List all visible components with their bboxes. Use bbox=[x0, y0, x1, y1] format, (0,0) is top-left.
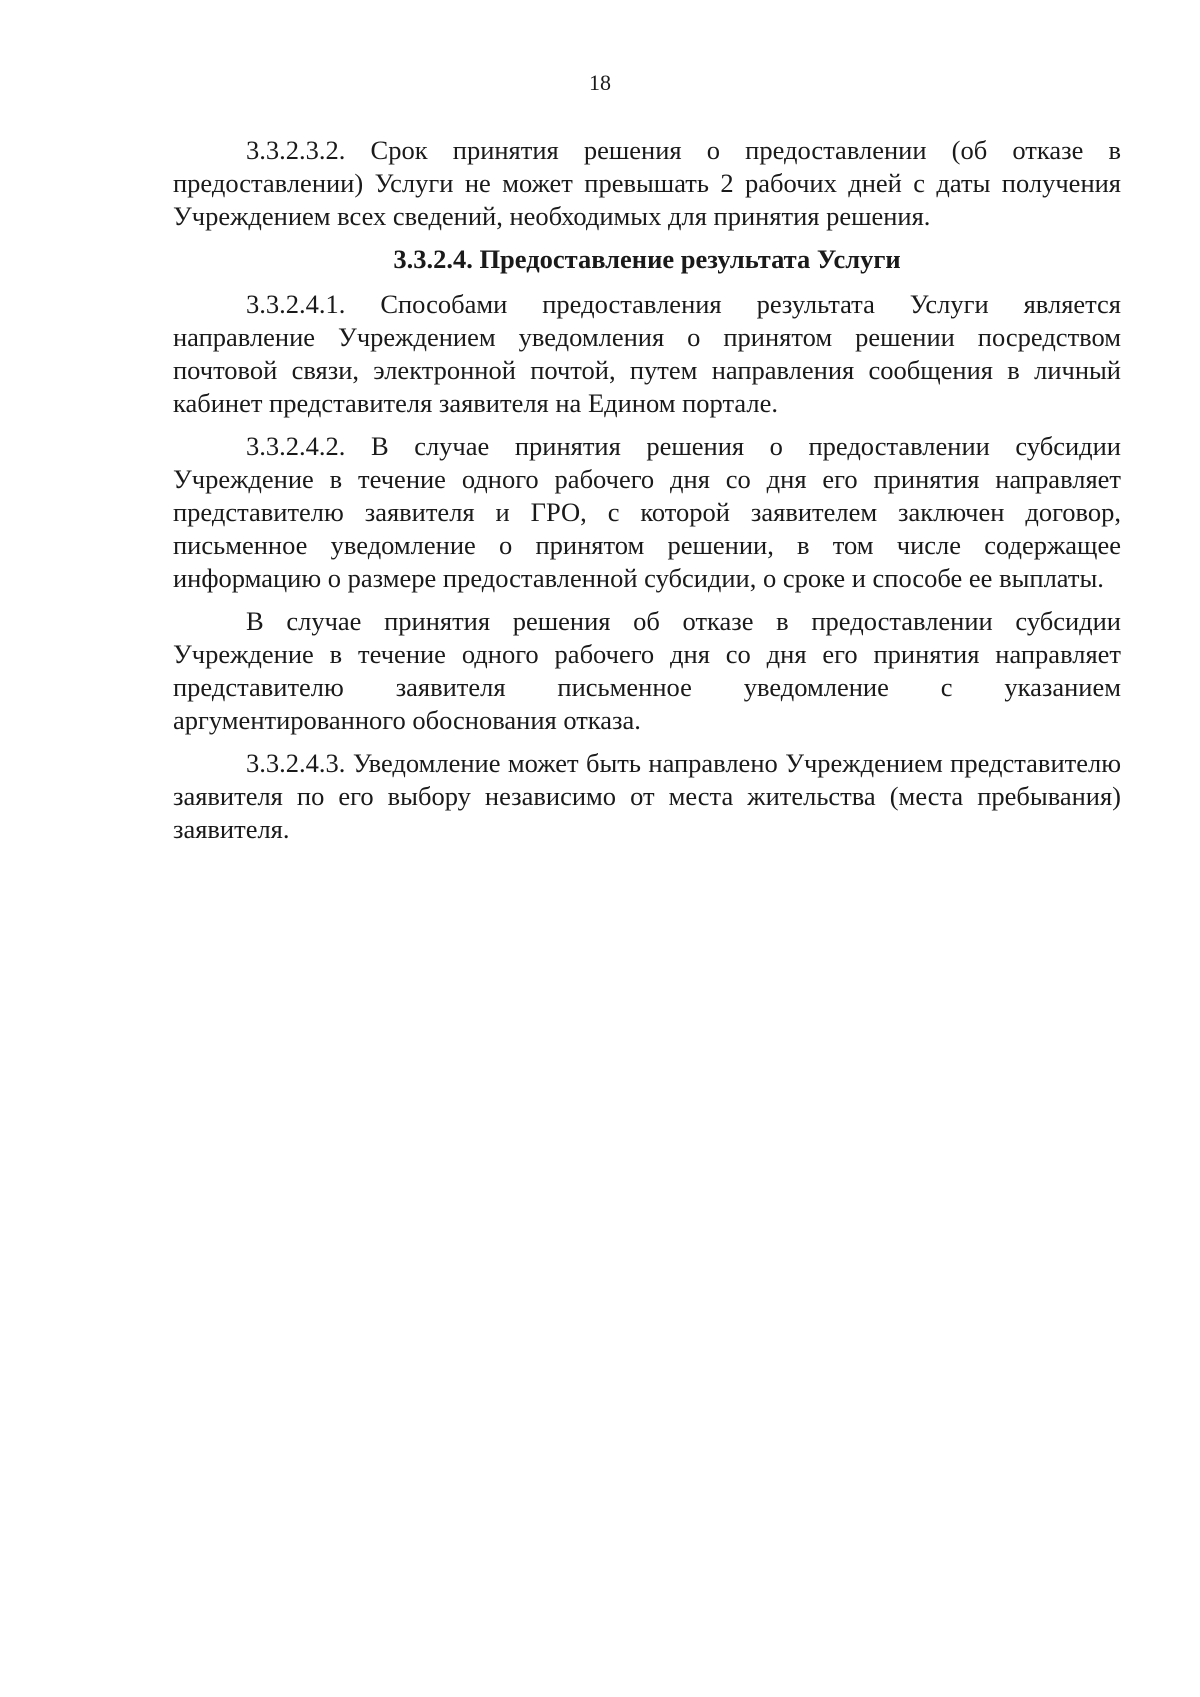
page-number: 18 bbox=[589, 70, 611, 95]
clause-number: 3.3.2.3.2. bbox=[246, 135, 346, 165]
paragraph-refusal-notice bbox=[173, 605, 1121, 737]
paragraph-3-3-2-3-2 bbox=[173, 134, 1121, 233]
section-heading: 3.3.2.4. Предоставление результата Услуги bbox=[393, 244, 901, 274]
clause-text: В случае принятия решения о предоставлении субсидии Учреждение в течение одного рабочего дня со дня его принятия направляет представителю заявителя и ГРО, с которой заявителем заключен договор, письменное уведомление о принятом решении, в том числе содержащее информацию о размере предоставленной субсидии, о сроке и способе ее выплаты. bbox=[173, 431, 1121, 593]
clause-number: 3.3.2.4.2. bbox=[246, 431, 346, 461]
paragraph-3-3-2-4-3 bbox=[173, 747, 1121, 846]
clause-text: Уведомление может быть направлено Учреждением представителю заявителя по его выбору независимо от места жительства (места пребывания) заявителя. bbox=[173, 748, 1121, 844]
clause-text: Способами предоставления результата Услуги является направление Учреждением уведомления о принятом решении посредством почтовой связи, электронной почтой, путем направления сообщения в личный кабинет представителя заявителя на Едином портале. bbox=[173, 289, 1121, 418]
clause-text: Срок принятия решения о предоставлении (об отказе в предоставлении) Услуги не может превышать 2 рабочих дней с даты получения Учреждением всех сведений, необходимых для принятия решения. bbox=[173, 135, 1122, 231]
clause-number: 3.3.2.4.1. bbox=[246, 289, 346, 319]
clause-number: 3.3.2.4.3. bbox=[246, 748, 346, 778]
document-body bbox=[173, 134, 1121, 856]
paragraph-3-3-2-4-1 bbox=[173, 288, 1121, 420]
paragraph-3-3-2-4-2 bbox=[173, 430, 1121, 595]
clause-text: В случае принятия решения об отказе в предоставлении субсидии Учреждение в течение одного рабочего дня со дня его принятия направляет представителю заявителя письменное уведомление с указанием аргументированного обоснования отказа. bbox=[173, 606, 1121, 735]
